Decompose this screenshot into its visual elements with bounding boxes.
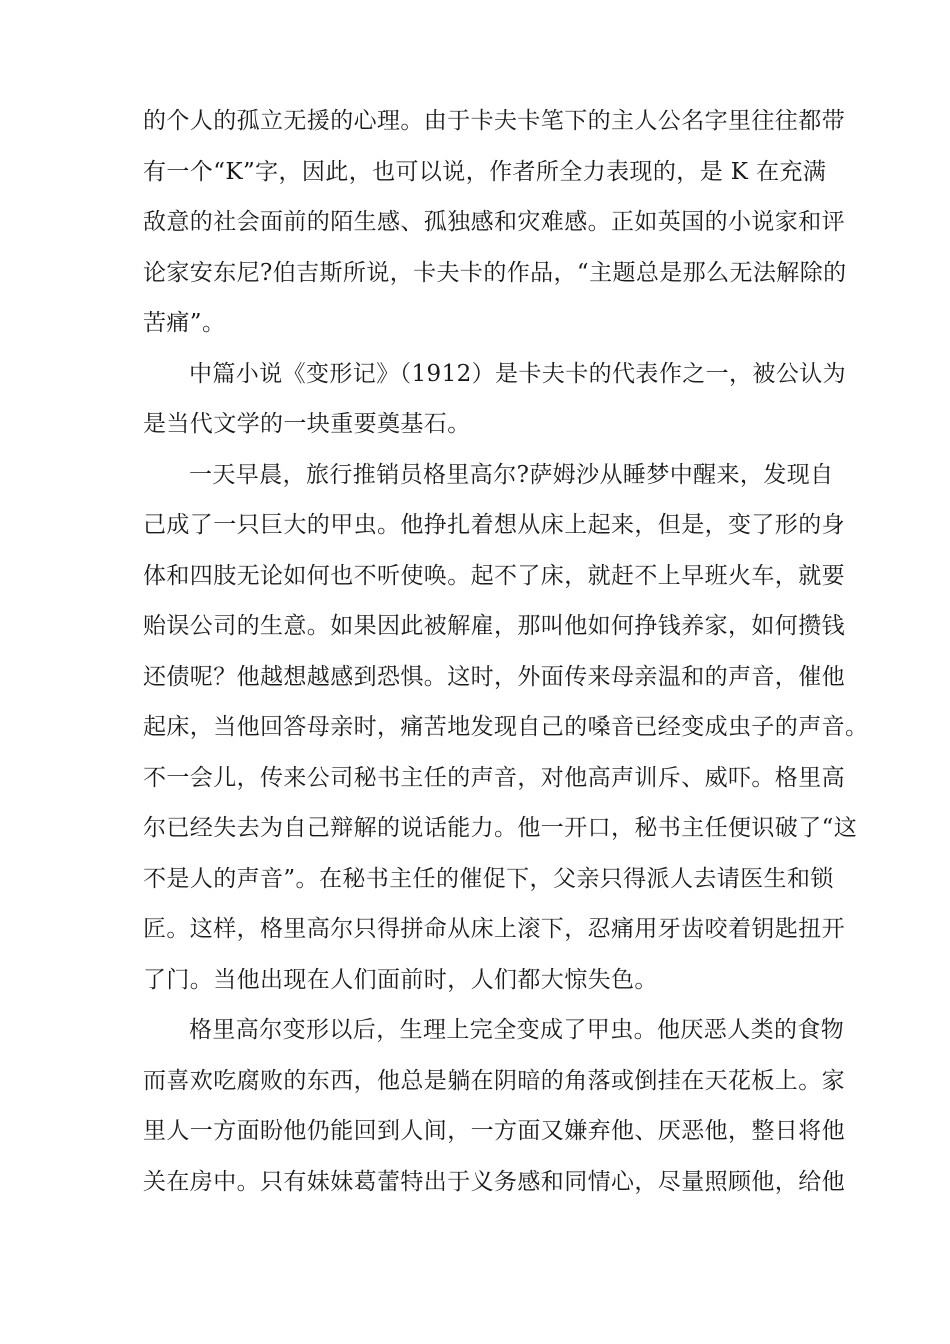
paragraph xyxy=(143,349,847,450)
text-line: 而喜欢吃腐败的东西，他总是躺在阴暗的角落或倒挂在天花板上。家 xyxy=(143,1067,845,1094)
text-line: 不是人的声音”。在秘书主任的催促下，父亲只得派人去请医生和锁 xyxy=(143,865,834,892)
text-line: 里人一方面盼他仍能回到人间，一方面又嫌弃他、厌恶他，整日将他 xyxy=(143,1118,845,1144)
text-line: 己成了一只巨大的甲虫。他挣扎着想从床上起来，但是，变了形的身 xyxy=(143,512,845,538)
text-line: 一天早晨，旅行推销员格里高尔?萨姆沙从睡梦中醒来，发现自 xyxy=(189,461,834,488)
text-line: 中篇小说《变形记》（1912）是卡夫卡的代表作之一，被公认为 xyxy=(189,360,847,387)
text-line: 不一会儿，传来公司秘书主任的声音，对他高声训斥、威吓。格里高 xyxy=(143,764,845,791)
body-text xyxy=(143,96,869,1207)
paragraph xyxy=(143,96,847,349)
text-line: 尔已经失去为自己辩解的说话能力。他一开口，秘书主任便识破了“这 xyxy=(143,815,858,841)
paragraph xyxy=(143,1005,845,1207)
text-line: 有一个“K”字，因此，也可以说，作者所全力表现的，是 K 在充满 xyxy=(143,158,827,185)
text-line: 的个人的孤立无援的心理。由于卡夫卡笔下的主人公名字里往往都带 xyxy=(143,108,845,134)
text-line: 起床，当他回答母亲时，痛苦地发现自己的嗓音已经变成虫子的声音。 xyxy=(143,714,869,740)
text-line: 匠。这样，格里高尔只得拼命从床上滚下，忍痛用牙齿咬着钥匙扭开 xyxy=(143,916,845,942)
text-line: 了门。当他出现在人们面前时，人们都大惊失色。 xyxy=(143,966,658,993)
paragraph xyxy=(143,450,869,1006)
text-line: 贻误公司的生意。如果因此被解雇，那叫他如何挣钱养家，如何攒钱 xyxy=(143,613,845,639)
text-line: 关在房中。只有妹妹葛蕾特出于义务感和同情心，尽量照顾他，给他 xyxy=(143,1168,845,1195)
text-line: 还债呢？他越想越感到恐惧。这时，外面传来母亲温和的声音，催他 xyxy=(143,663,845,690)
text-line: 敌意的社会面前的陌生感、孤独感和灾难感。正如英国的小说家和评 xyxy=(143,209,845,235)
text-line: 体和四肢无论如何也不听使唤。起不了床，就赶不上早班火车，就要 xyxy=(143,562,845,589)
text-line: 苦痛”。 xyxy=(143,310,226,336)
text-line: 论家安东尼?伯吉斯所说，卡夫卡的作品，“主题总是那么无法解除的 xyxy=(143,259,847,286)
text-line: 格里高尔变形以后，生理上完全变成了甲虫。他厌恶人类的食物 xyxy=(189,1017,845,1043)
text-line: 是当代文学的一块重要奠基石。 xyxy=(143,411,471,437)
